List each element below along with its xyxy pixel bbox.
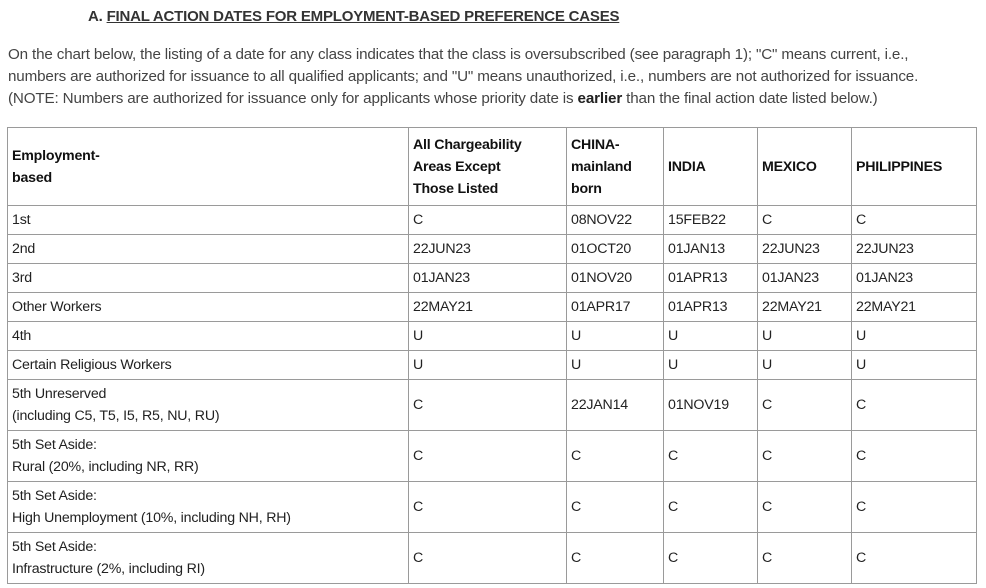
row-category: 3rd [8, 264, 409, 293]
table-row [8, 264, 977, 293]
row-category: Certain Religious Workers [8, 351, 409, 380]
header-category: Employment- based [8, 128, 409, 206]
cell-india: 01JAN13 [664, 235, 758, 264]
intro-text-1: On the chart below, the listing of a date for any class indicates that the class is oversubscribed (see paragraph 1); "C" means current, i.e., numbers are authorized for issuance to all qualified applicants; and "U" means unauthorized, i.e., numbers are not authorized for issuance. (NOTE: Numbers are authorized for issuance only for applicants whose priority date is [8, 46, 919, 107]
cell-all: 22MAY21 [409, 293, 567, 322]
cell-india: 01APR13 [664, 264, 758, 293]
cell-india: 15FEB22 [664, 206, 758, 235]
intro-text-2: than the final action date listed below.) [622, 90, 878, 107]
table-row [8, 322, 977, 351]
section-heading [88, 8, 619, 25]
cell-philippines: C [852, 482, 977, 533]
header-mexico: MEXICO [758, 128, 852, 206]
header-china: CHINA- mainland born [567, 128, 664, 206]
cell-philippines: 22JUN23 [852, 235, 977, 264]
cell-all: C [409, 482, 567, 533]
cell-india: 01NOV19 [664, 380, 758, 431]
table-row [8, 533, 977, 584]
cell-mexico: 22JUN23 [758, 235, 852, 264]
cell-philippines: C [852, 206, 977, 235]
cell-philippines: U [852, 351, 977, 380]
cell-mexico: C [758, 533, 852, 584]
table-row [8, 380, 977, 431]
row-category: 1st [8, 206, 409, 235]
intro-bold-word: earlier [577, 90, 623, 107]
header-philippines: PHILIPPINES [852, 128, 977, 206]
cell-all: C [409, 380, 567, 431]
intro-paragraph [8, 44, 968, 110]
cell-india: C [664, 431, 758, 482]
section-letter: A. [88, 8, 103, 25]
table-row [8, 235, 977, 264]
cell-china: 08NOV22 [567, 206, 664, 235]
table-row [8, 293, 977, 322]
cell-china: C [567, 533, 664, 584]
cell-all: 01JAN23 [409, 264, 567, 293]
cell-india: U [664, 351, 758, 380]
cell-india: C [664, 482, 758, 533]
header-row [8, 128, 977, 206]
table-row [8, 206, 977, 235]
cell-all: C [409, 431, 567, 482]
header-all-chargeability: All Chargeability Areas Except Those Listed [409, 128, 567, 206]
row-category: 2nd [8, 235, 409, 264]
cell-china: C [567, 482, 664, 533]
final-action-dates-table [7, 127, 977, 584]
row-category: 5th Set Aside: High Unemployment (10%, including NH, RH) [8, 482, 409, 533]
cell-china: U [567, 351, 664, 380]
cell-philippines: C [852, 533, 977, 584]
section-title: FINAL ACTION DATES FOR EMPLOYMENT-BASED PREFERENCE CASES [106, 8, 620, 25]
cell-philippines: C [852, 431, 977, 482]
cell-mexico: U [758, 322, 852, 351]
row-category: 5th Unreserved (including C5, T5, I5, R5, NU, RU) [8, 380, 409, 431]
cell-mexico: C [758, 206, 852, 235]
header-india: INDIA [664, 128, 758, 206]
row-category: 5th Set Aside: Rural (20%, including NR, RR) [8, 431, 409, 482]
cell-china: U [567, 322, 664, 351]
cell-all: U [409, 322, 567, 351]
cell-philippines: 01JAN23 [852, 264, 977, 293]
cell-mexico: C [758, 431, 852, 482]
cell-all: 22JUN23 [409, 235, 567, 264]
cell-philippines: 22MAY21 [852, 293, 977, 322]
cell-mexico: 01JAN23 [758, 264, 852, 293]
cell-china: 01APR17 [567, 293, 664, 322]
cell-mexico: C [758, 380, 852, 431]
cell-mexico: U [758, 351, 852, 380]
cell-china: 22JAN14 [567, 380, 664, 431]
cell-philippines: C [852, 380, 977, 431]
cell-all: C [409, 533, 567, 584]
cell-china: 01NOV20 [567, 264, 664, 293]
cell-philippines: U [852, 322, 977, 351]
cell-all: U [409, 351, 567, 380]
row-category: 4th [8, 322, 409, 351]
table-row [8, 351, 977, 380]
row-category: Other Workers [8, 293, 409, 322]
cell-mexico: C [758, 482, 852, 533]
table-row [8, 431, 977, 482]
cell-mexico: 22MAY21 [758, 293, 852, 322]
table-row [8, 482, 977, 533]
cell-china: C [567, 431, 664, 482]
cell-india: U [664, 322, 758, 351]
cell-china: 01OCT20 [567, 235, 664, 264]
row-category: 5th Set Aside: Infrastructure (2%, including RI) [8, 533, 409, 584]
cell-india: 01APR13 [664, 293, 758, 322]
cell-all: C [409, 206, 567, 235]
cell-india: C [664, 533, 758, 584]
